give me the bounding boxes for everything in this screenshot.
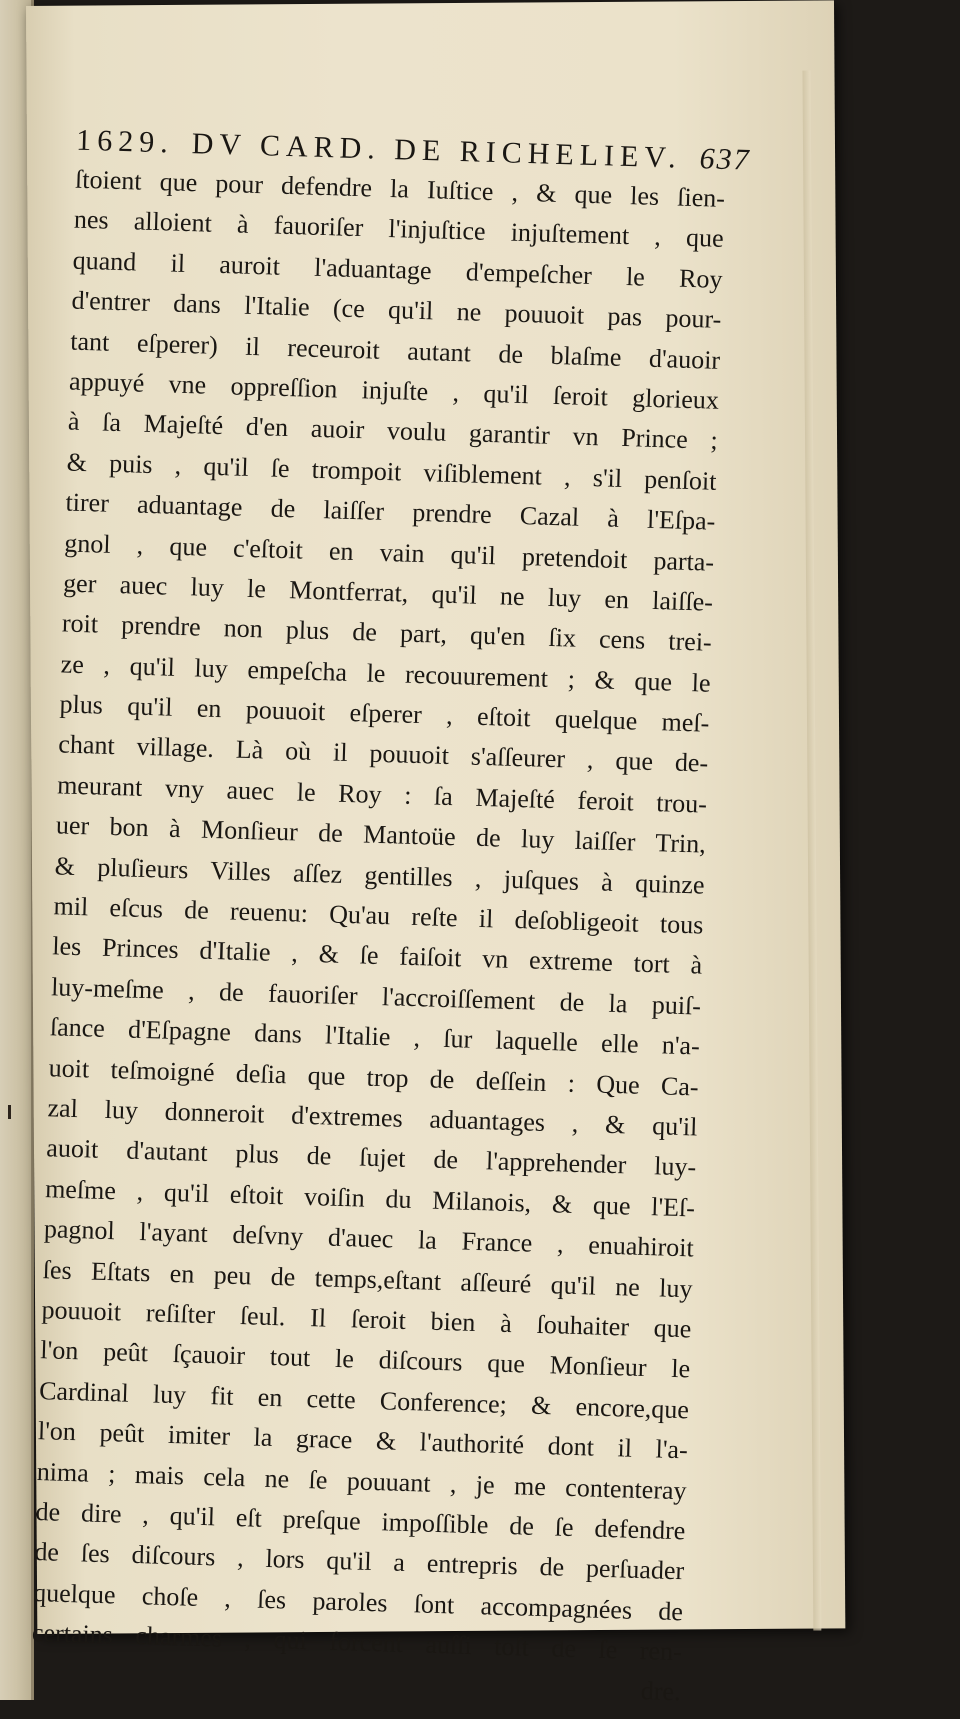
text-line: & pluſieurs Villes aſſez gentilles , juſques à quinze — [54, 850, 705, 900]
text-line: nes alloient à fauoriſer l'injuſtice injuſtement , que — [73, 205, 725, 254]
page-text — [30, 123, 752, 1713]
text-line: de dire , qu'il eſt preſque impoſſible de ſe defendre — [35, 1496, 686, 1546]
text-line: Cardinal luy fit en cette Conference; & encore,que — [38, 1375, 690, 1425]
text-line: ſes Eſtats en peu de temps,eſtant aſſeuré qu'il ne luy — [42, 1254, 693, 1303]
body-text — [31, 160, 725, 1673]
text-line: uoit teſmoigné deſia que trop de deſſein : Que Ca- — [48, 1052, 699, 1102]
text-line: zal luy donneroit d'extremes aduantages , & qu'il — [47, 1093, 698, 1142]
text-line: les Princes d'Italie , & ſe faiſoit vn extreme tort à — [51, 931, 703, 980]
running-head-title: DV CARD. DE RICHELIEV. — [191, 127, 683, 175]
text-line: roit prendre non plus de part, qu'en ſix cens trei- — [61, 608, 713, 658]
text-line: appuyé vne oppreſſion injuſte , qu'il ſeroit glorieux — [68, 366, 720, 415]
text-line: ſance d'Eſpagne dans l'Italie , ſur laquelle elle n'a- — [49, 1012, 701, 1061]
text-line: meſme , qu'il eſtoit voiſin du Milanois, & que l'Eſ- — [44, 1173, 696, 1223]
catchword: dre. — [640, 1676, 681, 1707]
page-number: 637 — [699, 142, 752, 177]
text-line: ze , qu'il luy empeſcha le recouurement ; & que le — [60, 649, 711, 698]
text-line: luy-meſme , de fauoriſer l'accroiſſement de la puiſ- — [50, 972, 702, 1021]
text-line: de ſes diſcours , lors qu'il a entrepris de perſuader — [34, 1537, 685, 1586]
running-head-year: 1629. — [75, 123, 175, 160]
text-line: ger auec luy le Montferrat, qu'il ne luy en laiſſe- — [62, 568, 714, 617]
text-line: quelque choſe , ſes paroles ſont accompagnées de — [32, 1577, 684, 1626]
text-line: meurant vny auec le Roy : ſa Majeſté feroit trou- — [56, 770, 708, 819]
text-line: pagnol l'ayant deſvny d'auec la France , enuahiroit — [43, 1214, 695, 1263]
text-line: plus qu'il en pouuoit eſperer , eſtoit quelque meſ- — [59, 689, 710, 738]
text-line: & puis , qu'il ſe trompoit viſiblement , s'il penſoit — [66, 447, 717, 496]
text-line: auoit d'autant plus de ſujet de l'apprehender luy- — [45, 1133, 697, 1182]
page-fore-edge — [802, 71, 821, 1631]
text-line: nima ; mais cela ne ſe pouuant , je me contenteray — [36, 1456, 687, 1505]
text-line: gnol , que c'eſtoit en vain qu'il pretendoit parta- — [63, 527, 715, 577]
text-line: tant eſperer) il receuroit autant de blaſme d'auoir — [69, 326, 721, 375]
text-line: l'on peût ſçauoir tout le diſcours que Monſieur le — [39, 1335, 691, 1384]
text-line: ſtoient que pour defendre la Iuſtice , & que les ſien- — [74, 164, 726, 213]
text-line: d'entrer dans l'Italie (ce qu'il ne pouuoit pas pour- — [71, 285, 722, 335]
text-line: chant village. Là où il pouuoit s'aſſeurer , que de- — [57, 729, 709, 779]
text-line: à ſa Majeſté d'en auoir voulu garantir vn Prince ; — [67, 406, 719, 456]
page-margin-mark — [8, 1105, 11, 1119]
text-line: certains charmes , qui forcent auſſi toſt de ſe ren- — [31, 1618, 683, 1667]
text-line: tirer aduantage de laiſſer prendre Cazal à l'Eſpa- — [65, 487, 716, 536]
text-line: l'on peût imiter la grace & l'authorité dont il l'a- — [37, 1416, 689, 1465]
text-line: pouuoit reſiſter ſeul. Il ſeroit bien à ſouhaiter que — [41, 1295, 692, 1344]
text-line: mil eſcus de reuenu: Qu'au reſte il deſobligeoit tous — [53, 891, 704, 940]
book-page — [26, 0, 845, 1707]
text-line: uer bon à Monſieur de Mantoüe de luy laiſſer Trin, — [55, 810, 707, 859]
text-line: quand il auroit l'aduantage d'empeſcher le Roy — [72, 245, 723, 294]
